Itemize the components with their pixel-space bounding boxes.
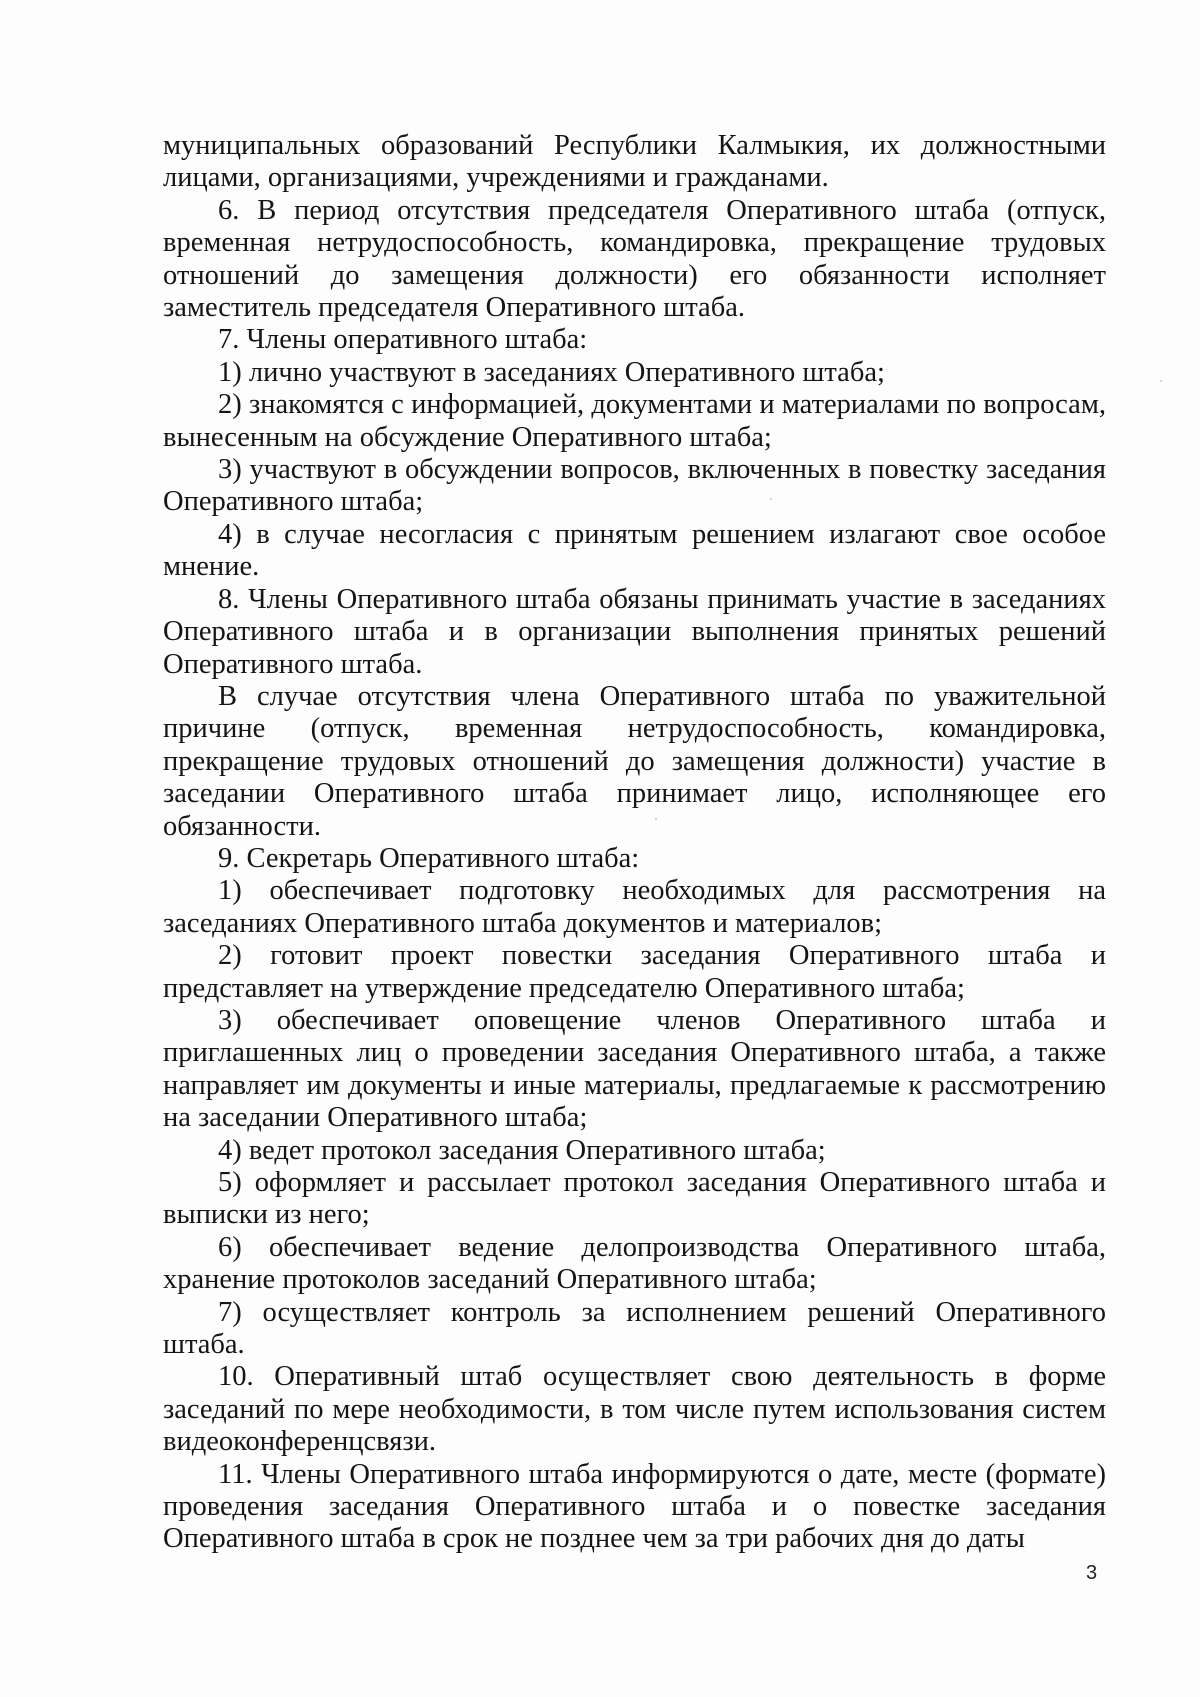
- scan-speck: [1160, 380, 1162, 382]
- paragraph: 7) осуществляет контроль за исполнением решений Оперативного штаба.: [163, 1296, 1106, 1361]
- paragraph: 5) оформляет и рассылает протокол заседания Оперативного штаба и выписки из него;: [163, 1167, 1106, 1231]
- paragraph: 4) в случае несогласия с принятым решением излагают свое особое мнение.: [163, 518, 1106, 583]
- scan-speck: [770, 498, 772, 500]
- scan-speck: [655, 818, 657, 820]
- paragraph: 6. В период отсутствия председателя Оперативного штаба (отпуск, временная нетрудоспособность, командировка, прекращение трудовых отношений до замещения должности) его обязанности исполняет заместитель председателя Оперативного штаба.: [163, 194, 1106, 324]
- paragraph: 7. Члены оперативного штаба:: [218, 324, 588, 356]
- paragraph: 8. Члены Оперативного штаба обязаны принимать участие в заседаниях Оперативного штаба и в организации выполнения принятых решений Оперативного штаба.: [163, 583, 1106, 680]
- paragraph: 10. Оперативный штаб осуществляет свою деятельность в форме заседаний по мере необходимости, в том числе путем использования систем видеоконференцсвязи.: [163, 1361, 1106, 1458]
- paragraph: муниципальных образований Республики Калмыкия, их должностными лицами, организациями, учреждениями и гражданами.: [163, 130, 1106, 194]
- paragraph: 1) обеспечивает подготовку необходимых для рассмотрения на заседаниях Оперативного штаба документов и материалов;: [163, 875, 1106, 939]
- paragraph: 3) обеспечивает оповещение членов Оперативного штаба и приглашенных лиц о проведении заседания Оперативного штаба, а также направляет им документы и иные материалы, предлагаемые к рассмотрению на заседании Оперативного штаба;: [163, 1004, 1106, 1134]
- paragraph: 4) ведет протокол заседания Оперативного штаба;: [218, 1134, 826, 1166]
- paragraph: 9. Секретарь Оперативного штаба:: [218, 842, 640, 874]
- document-body: [163, 130, 1106, 1556]
- page-number: 3: [1086, 1562, 1098, 1584]
- paragraph: 3) участвуют в обсуждении вопросов, включенных в повестку заседания Оперативного штаба;: [163, 454, 1106, 518]
- paragraph: 1) лично участвуют в заседаниях Оперативного штаба;: [218, 356, 885, 388]
- paragraph: 2) готовит проект повестки заседания Оперативного штаба и представляет на утверждение председателю Оперативного штаба;: [163, 940, 1106, 1004]
- paragraph: 6) обеспечивает ведение делопроизводства Оперативного штаба, хранение протоколов заседаний Оперативного штаба;: [163, 1231, 1106, 1296]
- paragraph: 11. Члены Оперативного штаба информируются о дате, месте (формате) проведения заседания Оперативного штаба и о повестке заседания Оперативного штаба в срок не позднее чем за три рабочих дня до даты: [163, 1458, 1106, 1555]
- paragraph: 2) знакомятся с информацией, документами и материалами по вопросам, вынесенным на обсуждение Оперативного штаба;: [163, 389, 1106, 453]
- paragraph: В случае отсутствия члена Оперативного штаба по уважительной причине (отпуск, временная нетрудоспособность, командировка, прекращение трудовых отношений до замещения должности) участие в заседании Оперативного штаба принимает лицо, исполняющее его обязанности.: [163, 680, 1106, 842]
